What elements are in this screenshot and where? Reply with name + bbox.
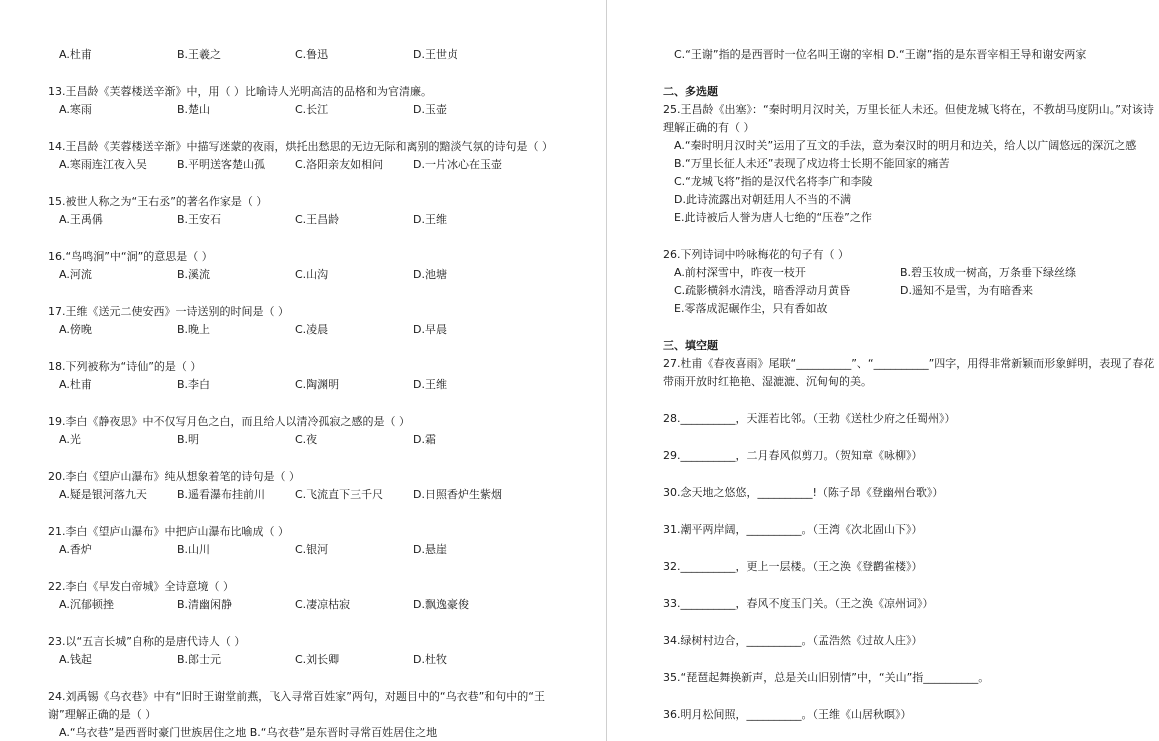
question-17 (48, 303, 606, 339)
question-34: 34.绿树村边合，__________。（孟浩然《过故人庄》） (663, 634, 923, 647)
option: A.王禹偁 (59, 213, 103, 226)
option: A.“秦时明月汉时关”运用了互文的手法，意为秦汉时的明月和边关，给人以广阔悠远的深沉之感 (674, 139, 1137, 152)
question-stem: 19.李白《静夜思》中不仅写月色之白，而且给人以清冷孤寂之感的是（ ） (48, 415, 410, 428)
option: C.夜 (295, 433, 318, 446)
option: B.清幽闲静 (177, 598, 233, 611)
question-stem: 22.李白《早发白帝城》全诗意境（ ） (48, 580, 234, 593)
option: B.郎士元 (177, 653, 222, 666)
right-column (663, 46, 1159, 741)
right-page (607, 0, 1159, 741)
option: B.王安石 (177, 213, 222, 226)
question-stem: 21.李白《望庐山瀑布》中把庐山瀑布比喻成（ ） (48, 525, 289, 538)
question-stem-continued: 谢”理解正确的是（ ） (48, 708, 157, 721)
question-stem: 14.王昌龄《芙蓉楼送辛渐》中描写迷蒙的夜雨，烘托出愁思的无边无际和离别的黯淡气氛的诗句是（ ） (48, 140, 553, 153)
option: A.河流 (59, 268, 92, 281)
question-stem: 24.刘禹锡《乌衣巷》中有“旧时王谢堂前燕，飞入寻常百姓家”两句，对题目中的“乌衣巷”和句中的“王 (48, 690, 545, 703)
option: B.“万里长征人未还”表现了戍边将士长期不能回家的痛苦 (674, 157, 950, 170)
option: A.疑是银河落九天 (59, 488, 147, 501)
option: E.此诗被后人誉为唐人七绝的“压卷”之作 (674, 211, 872, 224)
option: A.沉郁顿挫 (59, 598, 114, 611)
question-13 (48, 83, 606, 119)
question-28: 28.__________，天涯若比邻。（王勃《送杜少府之任蜀州》） (663, 412, 956, 425)
option: B.遥看瀑布挂前川 (177, 488, 266, 501)
option: B.溪流 (177, 268, 211, 281)
question-35: 35.“琵琶起舞换新声，总是关山旧别情”中，“关山”指__________。 (663, 671, 990, 684)
option: A.钱起 (59, 653, 92, 666)
option: D.杜牧 (413, 653, 447, 666)
question-29: 29.__________，二月春风似剪刀。（贺知章《咏柳》） (663, 449, 923, 462)
option: C.“王谢”指的是西晋时一位名叫王谢的宰相 D.“王谢”指的是东晋宰相王导和谢安两家 (674, 48, 1087, 61)
option: B.晚上 (177, 323, 211, 336)
question-25 (663, 101, 1159, 227)
question-23 (48, 633, 606, 669)
question-stem: 16.“鸟鸣涧”中“涧”的意思是（ ） (48, 250, 213, 263)
question-21 (48, 523, 606, 559)
option: C.银河 (295, 543, 329, 556)
option: D.王维 (413, 213, 447, 226)
option: D.霜 (413, 433, 436, 446)
option: A.寒雨 (59, 103, 92, 116)
option: A.寒雨连江夜入吴 (59, 158, 147, 171)
option: E.零落成泥碾作尘，只有香如故 (674, 302, 828, 315)
question-19 (48, 413, 606, 449)
question-stem: 26.下列诗词中吟咏梅花的句子有（ ） (663, 248, 849, 261)
question-18 (48, 358, 606, 394)
option: A.杜甫 (59, 48, 92, 61)
left-column (48, 46, 606, 741)
question-stem: 23.以“五言长城”自称的是唐代诗人（ ） (48, 635, 246, 648)
question-stem: 20.李白《望庐山瀑布》纯从想象着笔的诗句是（ ） (48, 470, 300, 483)
question-stem-continued: 带雨开放时红艳艳、湿漉漉、沉甸甸的美。 (663, 375, 872, 388)
option: D.悬崖 (413, 543, 447, 556)
question-36: 36.明月松间照，__________。（王维《山居秋暝》） (663, 708, 912, 721)
question-22 (48, 578, 606, 614)
option: C.王昌龄 (295, 213, 340, 226)
option: B.王羲之 (177, 48, 222, 61)
option: B.明 (177, 433, 200, 446)
option: D.王世贞 (413, 48, 458, 61)
question-15 (48, 193, 606, 229)
option: D.早晨 (413, 323, 447, 336)
question-stem: 13.王昌龄《芙蓉楼送辛渐》中，用（ ）比喻诗人光明高洁的品格和为官清廉。 (48, 85, 432, 98)
option: B.碧玉妆成一树高，万条垂下绿丝绦 (900, 266, 1077, 279)
question-stem: 27.杜甫《春夜喜雨》尾联“__________”、“__________”四字，用得非常新颖而形象鲜明，表现了春花 (663, 357, 1155, 370)
question-stem: 18.下列被称为“诗仙”的是（ ） (48, 360, 202, 373)
section-title-fill-in: 三、填空题 (663, 339, 718, 352)
question-stem-continued: 理解正确的有（ ） (663, 121, 755, 134)
question-32: 32.__________，更上一层楼。（王之涣《登鹳雀楼》） (663, 560, 923, 573)
option-cut-off: A.“乌衣巷”是西晋时豪门世族居住之地 B.“乌衣巷”是东晋时寻常百姓居住之地 (59, 726, 438, 739)
question-30: 30.念天地之悠悠，__________!（陈子昂《登幽州台歌》） (663, 486, 944, 499)
question-stem: 25.王昌龄《出塞》：“秦时明月汉时关，万里长征人未还。但使龙城飞将在，不教胡马度阴山。”对该诗 (663, 103, 1154, 116)
option: C.长江 (295, 103, 329, 116)
option: A.前村深雪中，昨夜一枝开 (674, 266, 806, 279)
question-stem: 17.王维《送元二使安西》一诗送别的时间是（ ） (48, 305, 289, 318)
option: C.刘长卿 (295, 653, 340, 666)
question-26 (663, 246, 1159, 318)
question-31: 31.潮平两岸阔，__________。（王湾《次北固山下》） (663, 523, 923, 536)
option: D.池塘 (413, 268, 447, 281)
question-16 (48, 248, 606, 284)
option: D.王维 (413, 378, 447, 391)
option: C.疏影横斜水清浅，暗香浮动月黄昏 (674, 284, 851, 297)
option: C.凄凉枯寂 (295, 598, 351, 611)
question-33: 33.__________，春风不度玉门关。（王之涣《凉州词》） (663, 597, 934, 610)
option: D.一片冰心在玉壶 (413, 158, 502, 171)
option: C.飞流直下三千尺 (295, 488, 384, 501)
section-title-multiple-choice: 二、多选题 (663, 85, 718, 98)
option: D.飘逸豪俊 (413, 598, 469, 611)
option: D.遥知不是雪，为有暗香来 (900, 284, 1033, 297)
option: C.山沟 (295, 268, 329, 281)
question-24-options-cd (663, 46, 1159, 64)
question-20 (48, 468, 606, 504)
option: B.李白 (177, 378, 211, 391)
question-stem: 15.被世人称之为“王右丞”的著名作家是（ ） (48, 195, 268, 208)
option: A.杜甫 (59, 378, 92, 391)
option: C.洛阳亲友如相问 (295, 158, 384, 171)
option: C.鲁迅 (295, 48, 329, 61)
question-14 (48, 138, 606, 174)
option: A.光 (59, 433, 81, 446)
option: C.“龙城飞将”指的是汉代名将李广和李陵 (674, 175, 873, 188)
option: A.香炉 (59, 543, 92, 556)
question-12-options (48, 46, 606, 64)
question-27 (663, 355, 1159, 391)
option: D.玉壶 (413, 103, 447, 116)
option: D.日照香炉生紫烟 (413, 488, 502, 501)
option: D.此诗流露出对朝廷用人不当的不满 (674, 193, 851, 206)
option: B.楚山 (177, 103, 211, 116)
option: B.平明送客楚山孤 (177, 158, 266, 171)
option: C.陶渊明 (295, 378, 340, 391)
option: A.傍晚 (59, 323, 92, 336)
question-24 (48, 688, 606, 741)
option: C.凌晨 (295, 323, 329, 336)
option: B.山川 (177, 543, 211, 556)
